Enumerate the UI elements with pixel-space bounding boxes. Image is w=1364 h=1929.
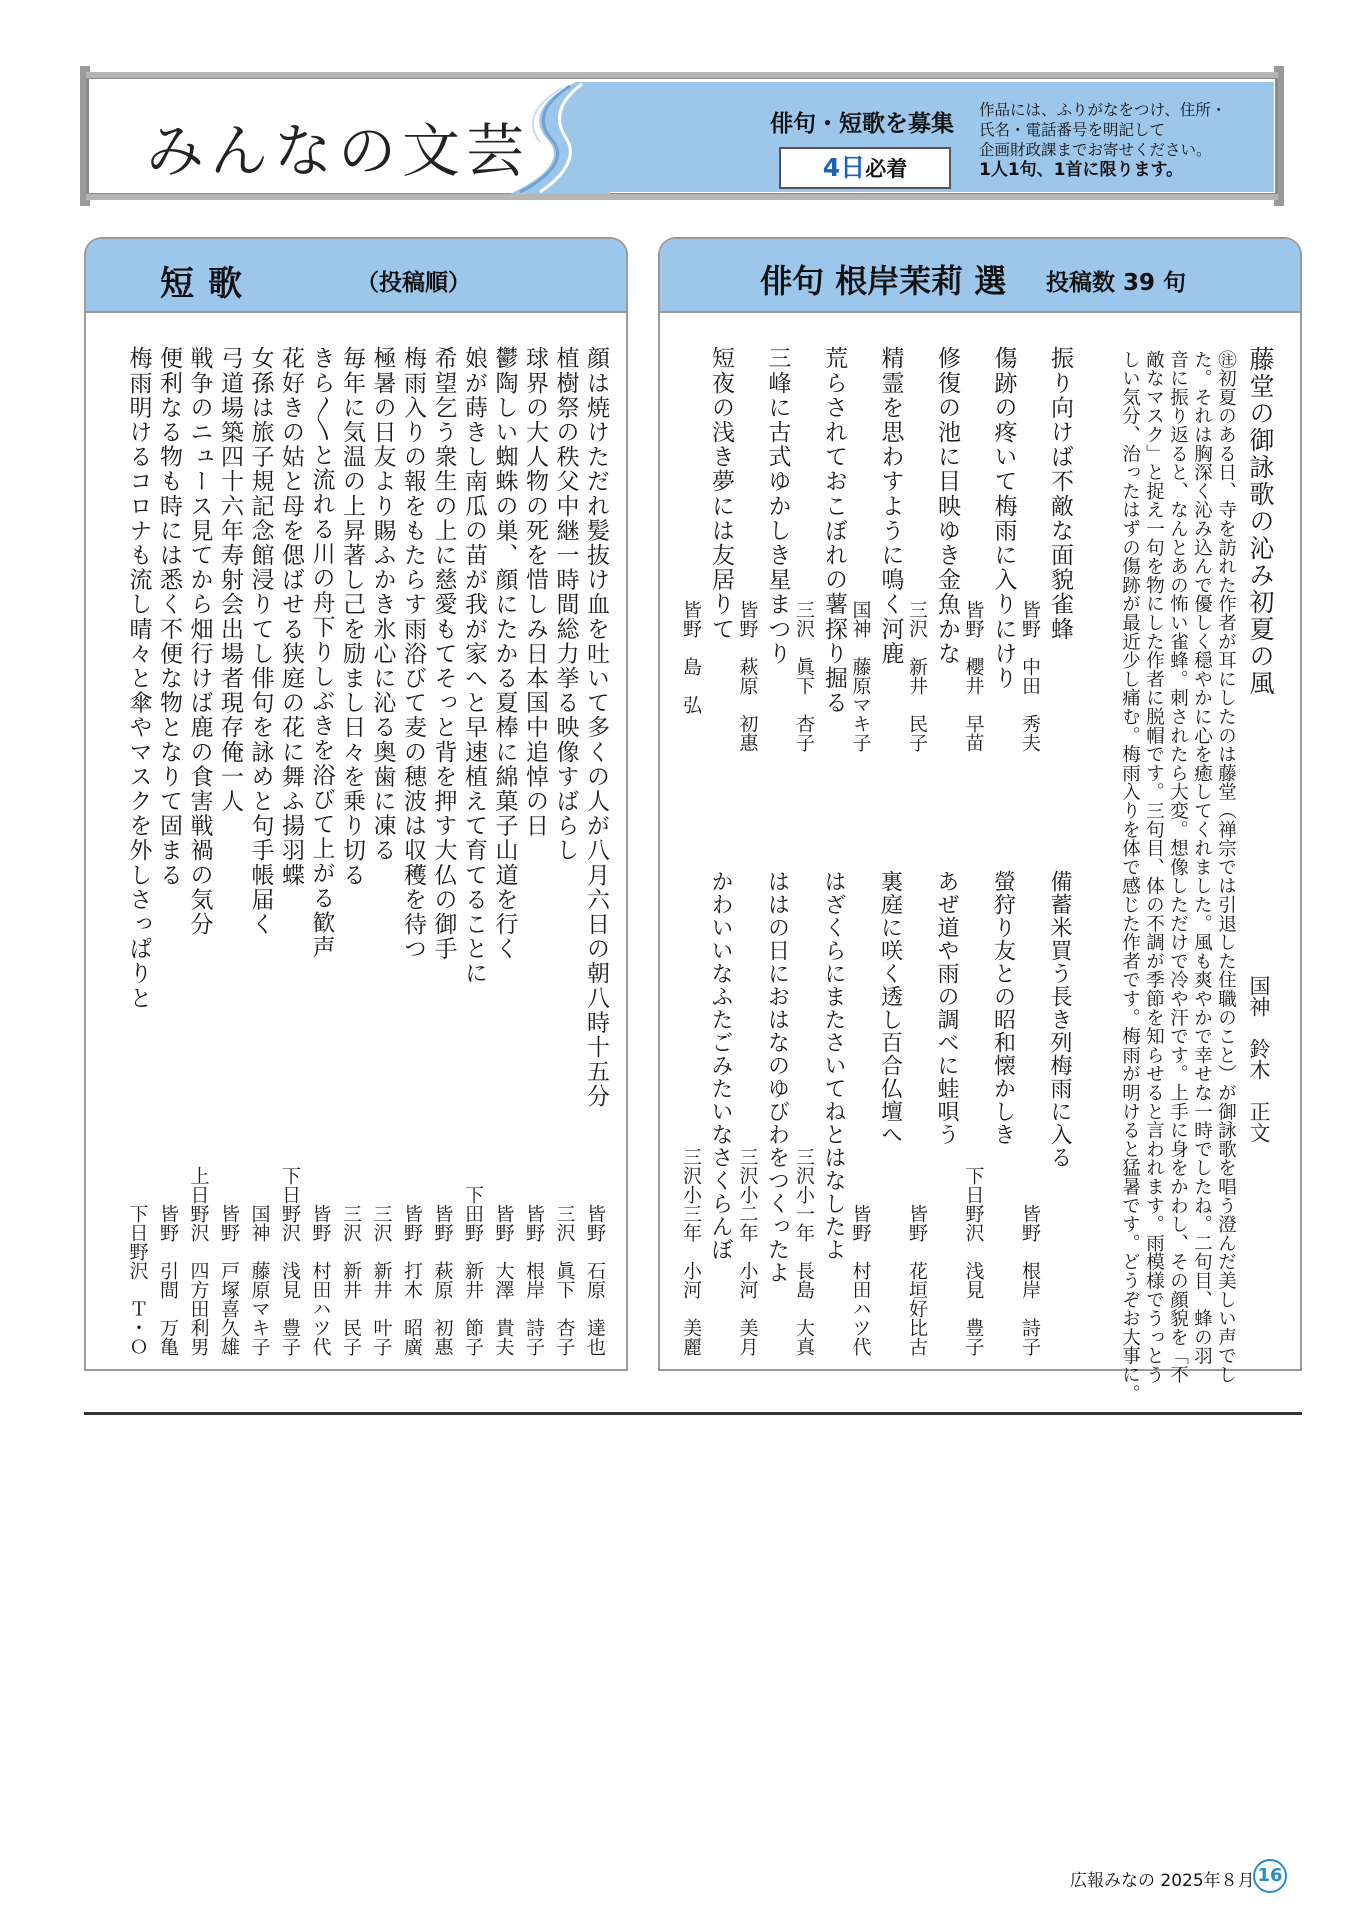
tanka-author: 皆野 戸塚喜久雄: [218, 1204, 240, 1356]
haiku-author: 皆野 萩原 初惠: [736, 600, 759, 752]
haiku-author: 国神 藤原マキ子: [849, 600, 872, 752]
tanka-author: 三沢 新井 民子: [340, 1204, 362, 1356]
featured-haiku: 藤堂の御詠歌の沁み初夏の風: [1246, 346, 1275, 697]
recruit-title: 俳句・短歌を募集: [770, 111, 954, 137]
haiku-author: 三沢小二年 小河 美月: [736, 1147, 759, 1356]
tanka-text: 極暑の日友より賜ふかき氷心に沁る奥歯に凍る: [369, 346, 396, 863]
haiku-text: 三峰に古式ゆかしき星まつり: [764, 346, 791, 666]
tanka-author: 下日野沢 浅見 豊子: [279, 1166, 301, 1356]
haiku-heading: 俳句 根岸茉莉 選: [760, 262, 1007, 300]
haiku-text: あぜ道や雨の調べに蛙唄う: [934, 870, 959, 1146]
tanka-author: 皆野 引間 万亀: [157, 1204, 179, 1356]
haiku-author: 皆野 花垣好比古: [906, 1204, 928, 1356]
page-number: 16: [1253, 1859, 1287, 1893]
note-line: 作品には、ふりがなをつけ、住所・: [979, 101, 1227, 119]
tanka-heading-sub: （投稿順）: [356, 270, 471, 296]
publication-label: 広報みなの 2025年８月: [1070, 1871, 1255, 1891]
haiku-author: 皆野 村田ハツ代: [849, 1204, 872, 1356]
tanka-text: 女孫は旅子規記念館浸りてし俳句を詠めと句手帳届く: [247, 346, 274, 937]
haiku-text: 精霊を思わすように鳴く河鹿: [877, 346, 904, 666]
haiku-author: 三沢小三年 小河 美麗: [680, 1147, 702, 1356]
tanka-text: 毎年に気温の上昇著し己を励まし日々を乗り切る: [339, 346, 365, 888]
scroll-rod-top: [86, 72, 1278, 78]
note-line: 1人1句、1首に限ります。: [979, 160, 1184, 180]
tanka-text: 便利なる物も時には悉く不便な物となりて固まる: [156, 346, 182, 888]
featured-author: 国神 鈴木 正文: [1247, 975, 1271, 1143]
haiku-text: ははの日におはなのゆびわをつくったよ: [764, 870, 790, 1284]
tanka-text: 鬱陶しい蜘蛛の巣、顔にたかる夏棒に綿菓子山道を行く: [491, 346, 518, 961]
haiku-text: 裏庭に咲く透し百合仏壇へ: [877, 870, 903, 1146]
haiku-comment-line: 音に振り返ると、なんとあの怖い雀蜂。刺されたら大変。想像しただけで冷や汗です。上手に身をかわし、その顔貌を「不: [1167, 350, 1189, 1384]
haiku-comment-line: しい気分、治ったはずの傷跡が最近少し痛む。梅雨入りを体で感じた作者です。梅雨が明けると猛暑です。どうぞお大事に。: [1119, 350, 1141, 1403]
recruit-note: [979, 100, 1279, 180]
tanka-text: 球界の大人物の死を惜しみ日本国中追悼の日: [522, 346, 548, 838]
note-line: 企画財政課までお寄せください。: [979, 141, 1212, 159]
deadline-day: 4日: [822, 153, 866, 182]
deadline-badge: [779, 147, 951, 189]
haiku-text: 荒らされておこぼれの薯探り掘る: [821, 346, 847, 715]
tanka-author: 皆野 根岸 詩子: [523, 1204, 545, 1356]
haiku-text: 螢狩り友との昭和懐かしき: [990, 870, 1016, 1146]
tanka-author: 下日野沢 Ｔ・Ｏ: [126, 1204, 149, 1356]
haiku-text: はざくらにまたさいてねとはなしたよ: [821, 870, 846, 1261]
scroll-rod-bottom: [86, 194, 1278, 200]
haiku-author: 三沢小一年 長島 大真: [793, 1147, 815, 1356]
tanka-text: 梅雨明けるコロナも流し晴々と傘やマスクを外しさっぱりと: [125, 346, 152, 1011]
haiku-author: 皆野 島 弘: [680, 600, 702, 714]
tanka-author: 上日野沢 四方田利男: [187, 1166, 210, 1356]
tanka-text: 希望乞う衆生の上に慈愛もてそっと背を押す大仏の御手: [430, 346, 457, 961]
haiku-text: かわいいなふたごみたいなさくらんぼ: [708, 870, 733, 1261]
tanka-author: 下田野 新井 節子: [462, 1185, 484, 1356]
tanka-author: 皆野 石原 達也: [584, 1204, 606, 1356]
tanka-text: 植樹祭の秩父中継一時間総力挙る映像すばらし: [552, 346, 579, 863]
tanka-text: 弓道場築四十六年寿射会出場者現存俺一人: [217, 346, 243, 814]
haiku-author: 三沢 新井 民子: [906, 600, 928, 752]
haiku-author: 三沢 眞下 杏子: [793, 600, 815, 752]
note-line: 氏名・電話番号を明記して: [979, 121, 1166, 139]
tanka-author: 国神 藤原マキ子: [248, 1204, 271, 1356]
tanka-author: 三沢 新井 叶子: [370, 1204, 393, 1356]
page-title: みんなの文芸: [146, 117, 531, 185]
haiku-text: 修復の池に目映ゆき金魚かな: [934, 346, 960, 666]
tanka-author: 皆野 萩原 初惠: [431, 1204, 454, 1356]
haiku-text: 備蓄米買う長き列梅雨に入る: [1047, 870, 1072, 1169]
tanka-text: 花好きの姑と母を偲ばせる狭庭の花に舞ふ揚羽蝶: [278, 346, 304, 888]
tanka-author: 皆野 大澤 貴夫: [492, 1204, 515, 1356]
haiku-text: 振り向けば不敵な面貌雀蜂: [1047, 346, 1073, 642]
haiku-comment-line: ㊟初夏のある日、寺を訪れた作者が耳にしたのは藤堂（禅宗では引退した住職のこと）が御詠歌を唱う澄んだ美しい声でし: [1215, 350, 1237, 1384]
haiku-comment-line: 敵なマスク」と捉え一句を物にした作者に脱帽です。三句目、体の不調が季節を知らせると言われます。雨模様でうっとう: [1143, 350, 1165, 1384]
tanka-heading: 短歌: [160, 264, 256, 304]
divider: [84, 1412, 1302, 1415]
tanka-text: 戦争のニュース見てから畑行けば鹿の食害戦禍の気分: [186, 346, 213, 937]
tanka-author: 皆野 村田ハツ代: [309, 1204, 332, 1356]
haiku-heading-sub: 投稿数 39 句: [1046, 270, 1187, 296]
haiku-text: 傷跡の疼いて梅雨に入りにけり: [990, 346, 1017, 691]
deadline-suffix: 必着: [865, 157, 908, 181]
haiku-author: 皆野 中田 秀夫: [1019, 600, 1041, 752]
tanka-text: きら〳〵と流れる川の舟下りしぶきを浴びて上がる歓声: [308, 346, 335, 960]
tanka-author: 三沢 眞下 杏子: [553, 1204, 576, 1356]
tanka-text: 娘が蒔きし南瓜の苗が我が家へと早速植えて育てることに: [461, 346, 487, 986]
tanka-text: 顔は焼けただれ髪抜け血を吐いて多くの人が八月六日の朝八時十五分: [583, 346, 609, 1109]
tanka-author: 皆野 打木 昭廣: [401, 1204, 423, 1356]
haiku-text: 短夜の浅き夢には友居りて: [708, 346, 734, 642]
haiku-author: 皆野 櫻井 早苗: [962, 600, 985, 752]
haiku-comment-line: た。それは胸深く沁み込んで優しく穏やかに心を癒してくれました。風も爽やかで幸せな一時でしたね。二句目、蜂の羽: [1191, 350, 1213, 1366]
haiku-author: 皆野 根岸 詩子: [1019, 1204, 1041, 1356]
tanka-text: 梅雨入りの報をもたらす雨浴びて麦の穂波は収穫を待つ: [400, 346, 426, 961]
haiku-author: 下日野沢 浅見 豊子: [962, 1166, 985, 1356]
